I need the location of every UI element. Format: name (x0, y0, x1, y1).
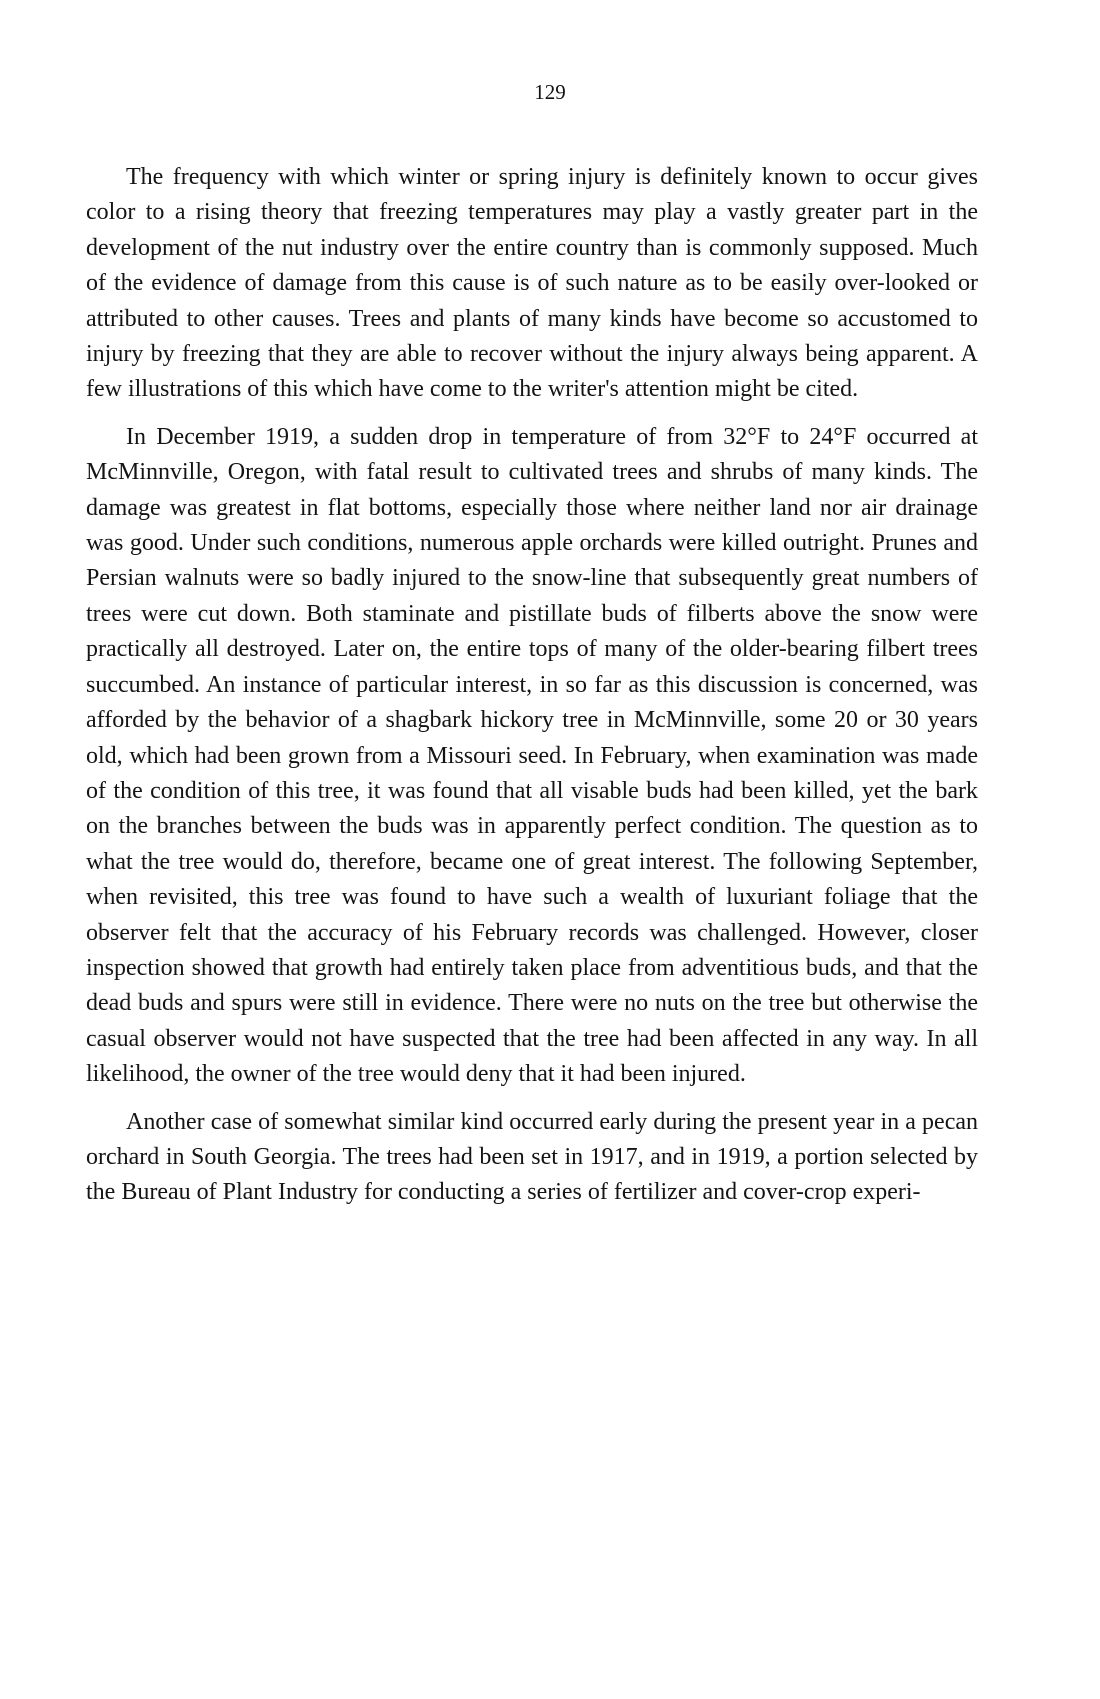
paragraph-georgia-pecan: Another case of somewhat similar kind occurred early during the present year in a pecan orchard in South Georgia. The trees had been set in 1917, and in 1919, a portion selected by the Bureau of Plant Industry for conducting a series of fertilizer and cover-crop experi- (86, 1108, 978, 1206)
body-text (86, 160, 978, 1223)
paragraph-mcminnville-freeze: In December 1919, a sudden drop in temperature of from 32°F to 24°F occurred at McMinnville, Oregon, with fatal result to cultivated trees and shrubs of many kinds. The damage was greatest in flat bottoms, especially those where neither land nor air drainage was good. Under such conditions, numerous apple orchards were killed outright. Prunes and Persian walnuts were so badly injured to the snow-line that subsequently great numbers of trees were cut down. Both staminate and pistillate buds of filberts above the snow were practically all destroyed. Later on, the entire tops of many of the older-bearing filbert trees succumbed. An instance of particular interest, in so far as this discussion is concerned, was afforded by the behavior of a shagbark hickory tree in McMinnville, some 20 or 30 years old, which had been grown from a Missouri seed. In February, when examination was made of the condition of this tree, it was found that all visable buds had been killed, yet the bark on the branches between the buds was in apparently perfect condition. The question as to what the tree would do, therefore, became one of great interest. The following September, when revisited, this tree was found to have such a wealth of luxuriant foliage that the observer felt that the accuracy of his February records was challenged. However, closer inspection showed that growth had entirely taken place from adventitious buds, and that the dead buds and spurs were still in evidence. There were no nuts on the tree but otherwise the casual observer would not have suspected that the tree had been affected in any way. In all likelihood, the owner of the tree would deny that it had been injured. (86, 423, 978, 1088)
page-number: 129 (534, 80, 566, 104)
paragraph-freezing-theory: The frequency with which winter or spring injury is definitely known to occur gives color to a rising theory that freezing temperatures may play a vastly greater part in the development of the nut industry over the entire country than is commonly supposed. Much of the evidence of damage from this cause is of such nature as to be easily over-looked or attributed to other causes. Trees and plants of many kinds have become so accustomed to injury by freezing that they are able to recover without the injury always being apparent. A few illustrations of this which have come to the writer's attention might be cited. (86, 164, 978, 403)
